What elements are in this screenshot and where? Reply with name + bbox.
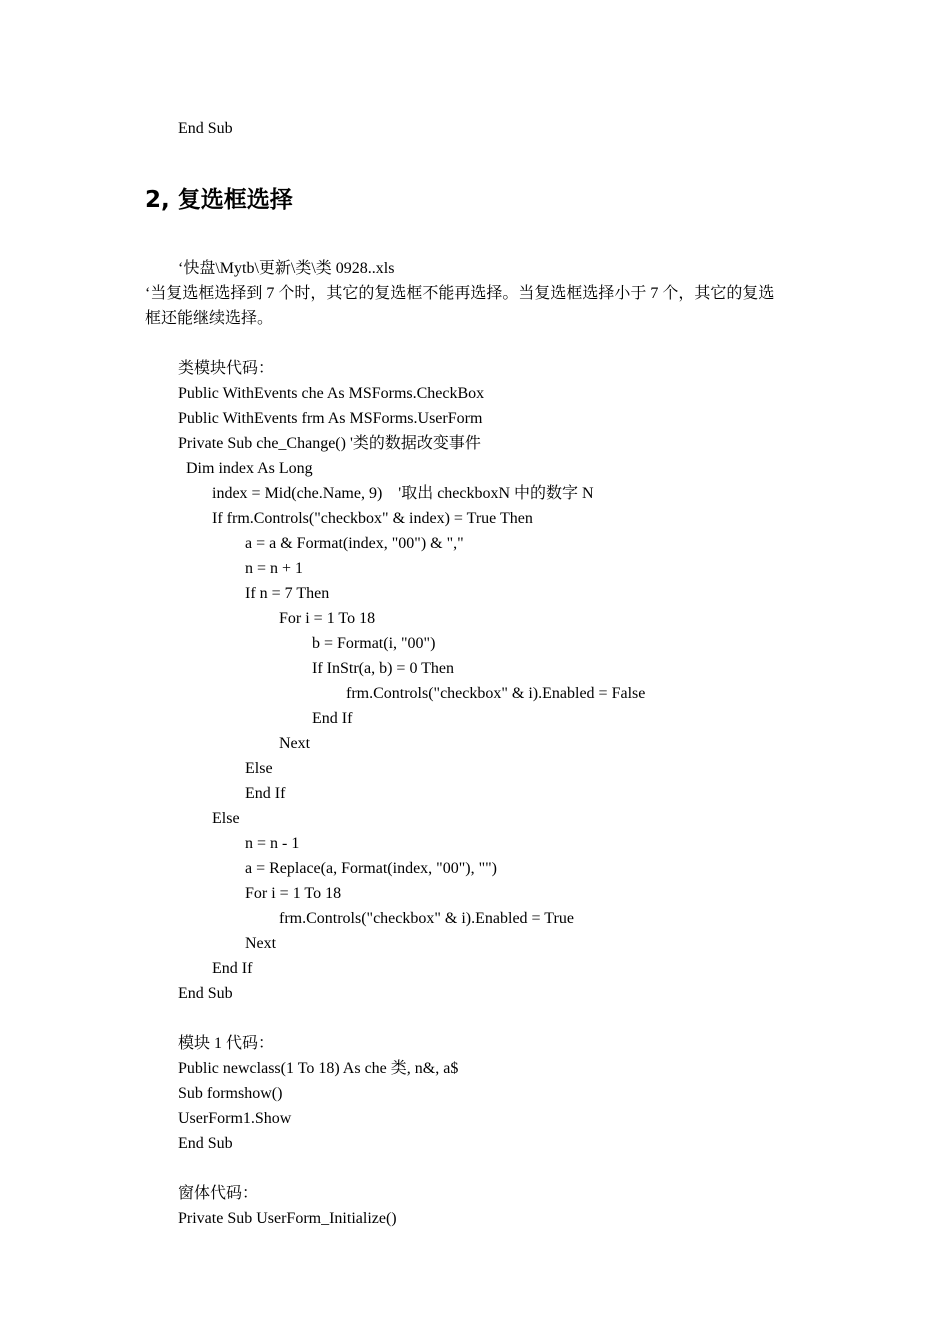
code-line: n = n - 1 [245, 835, 300, 852]
code-line: If n = 7 Then [245, 585, 330, 602]
code-line: n = n + 1 [245, 560, 304, 577]
code-line: If frm.Controls("checkbox" & index) = True Then [212, 510, 533, 527]
code-line: Private Sub che_Change() '类的数据改变事件 [178, 435, 481, 452]
code-line: Else [212, 810, 240, 827]
description-line-2: 框还能继续选择。 [145, 310, 274, 327]
code-line: Public WithEvents che As MSForms.CheckBox [178, 385, 485, 402]
description-line-1: ‘当复选框选择到 7 个时，其它的复选框不能再选择。当复选框选择小于 7 个，其它的复选 [145, 285, 775, 302]
code-line: End Sub [178, 985, 233, 1002]
code-line: End If [245, 785, 286, 802]
code-line: For i = 1 To 18 [279, 610, 376, 627]
code-line: End If [212, 960, 253, 977]
code-line: a = a & Format(index, "00") & "," [245, 535, 464, 552]
code-line: frm.Controls("checkbox" & i).Enabled = True [279, 910, 574, 927]
code-line: Sub formshow() [178, 1085, 283, 1102]
code-line: index = Mid(che.Name, 9) '取出 checkboxN 中的数字 N [212, 485, 594, 502]
class-module-label: 类模块代码： [178, 360, 275, 377]
code-line: frm.Controls("checkbox" & i).Enabled = False [346, 685, 646, 702]
code-line: Dim index As Long [186, 460, 313, 477]
code-line: UserForm1.Show [178, 1110, 292, 1127]
code-line: Else [245, 760, 273, 777]
section-heading: 2, 复选框选择 [145, 187, 293, 213]
code-line: If InStr(a, b) = 0 Then [312, 660, 455, 677]
code-line: Public newclass(1 To 18) As che 类, n&, a$ [178, 1060, 459, 1077]
code-line: b = Format(i, "00") [312, 635, 436, 652]
code-line: Next [279, 735, 311, 752]
code-line: Private Sub UserForm_Initialize() [178, 1210, 397, 1227]
code-line: Public WithEvents frm As MSForms.UserForm [178, 410, 483, 427]
form-code-label: 窗体代码： [178, 1185, 259, 1202]
path-note: ‘快盘\Mytb\更新\类\类 0928..xls [178, 260, 395, 277]
code-line: a = Replace(a, Format(index, "00"), "") [245, 860, 497, 877]
module1-label: 模块 1 代码： [178, 1035, 275, 1052]
code-line: Next [245, 935, 277, 952]
code-line: End If [312, 710, 353, 727]
code-line: For i = 1 To 18 [245, 885, 342, 902]
code-line-end-sub-top: End Sub [178, 120, 233, 137]
code-line: End Sub [178, 1135, 233, 1152]
